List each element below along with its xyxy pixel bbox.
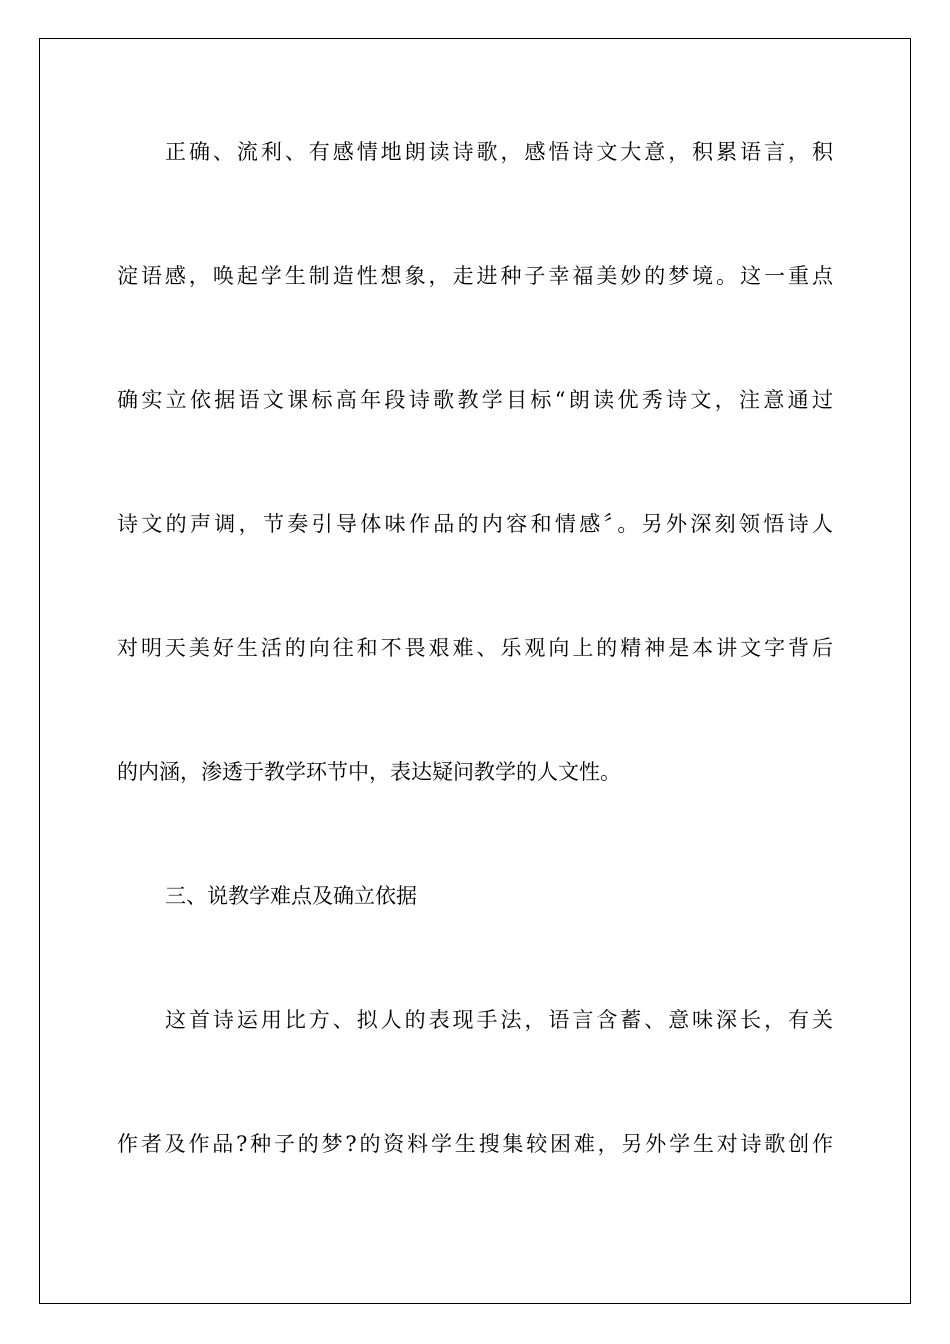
paragraph-line-2: 淀语感，唤起学生制造性想象，走进种子幸福美妙的梦境。这一重点 bbox=[117, 264, 833, 288]
paragraph-line-4: 诗文的声调，节奏引导体味作品的内容和情感〞。另外深刻领悟诗人 bbox=[117, 512, 833, 536]
paragraph-line-8: 作者及作品?种子的梦?的资料学生搜集较困难，另外学生对诗歌创作 bbox=[117, 1132, 833, 1156]
section-heading: 三、说教学难点及确立依据 bbox=[165, 884, 417, 908]
paragraph-line-5: 对明天美好生活的向往和不畏艰难、乐观向上的精神是本讲文字背后 bbox=[117, 636, 833, 660]
paragraph-line-6: 的内涵，渗透于教学环节中，表达疑问教学的人文性。 bbox=[117, 760, 621, 784]
paragraph-line-1: 正确、流利、有感情地朗读诗歌，感悟诗文大意，积累语言，积 bbox=[165, 140, 833, 164]
page-border bbox=[39, 38, 911, 1304]
paragraph-line-3: 确实立依据语文课标高年段诗歌教学目标“朗读优秀诗文，注意通过 bbox=[117, 388, 833, 412]
paragraph-line-7: 这首诗运用比方、拟人的表现手法，语言含蓄、意味深长，有关 bbox=[165, 1008, 833, 1032]
